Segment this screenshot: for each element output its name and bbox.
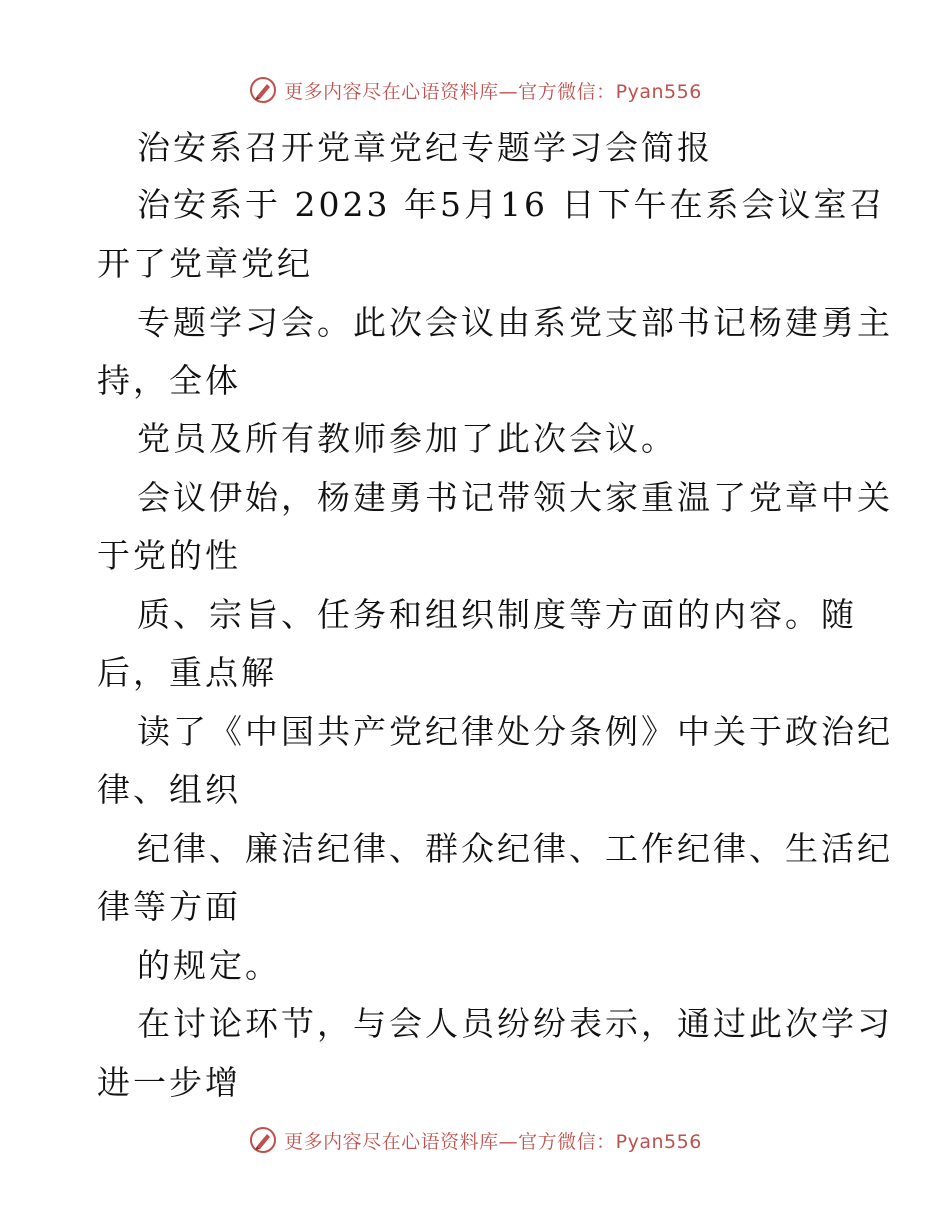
paragraph-line: 会议伊始，杨建勇书记带领大家重温了党章中关 [137, 478, 893, 517]
pen-logo-icon [248, 1125, 278, 1155]
paragraph-line: 后，重点解 [97, 653, 277, 692]
paragraph-line: 开了党章党纪 [97, 244, 313, 283]
paragraph-line: 进一步增 [97, 1063, 241, 1102]
paragraph-line: 治安系于 2023 年5月16 日下午在系会议室召 [137, 185, 886, 224]
footer-watermark [0, 1120, 950, 1160]
pen-logo-icon [248, 75, 278, 105]
paragraph-line: 律、组织 [97, 770, 241, 809]
header-watermark [0, 70, 950, 110]
paragraph-line: 纪律、廉洁纪律、群众纪律、工作纪律、生活纪 [137, 829, 893, 868]
document-title: 治安系召开党章党纪专题学习会简报 [137, 128, 713, 167]
paragraph-line: 党员及所有教师参加了此次会议。 [137, 419, 677, 458]
paragraph-line: 质、宗旨、任务和组织制度等方面的内容。随 [137, 595, 857, 634]
paragraph-line: 于党的性 [97, 536, 241, 575]
watermark-text: 更多内容尽在心语资料库—官方微信：Pyan556 [284, 1130, 702, 1153]
paragraph-line: 在讨论环节，与会人员纷纷表示，通过此次学习 [137, 1004, 893, 1043]
paragraph-line: 律等方面 [97, 887, 241, 926]
paragraph-line: 的规定。 [137, 946, 281, 985]
paragraph-line: 读了《中国共产党纪律处分条例》中关于政治纪 [137, 712, 893, 751]
paragraph-line: 专题学习会。此次会议由系党支部书记杨建勇主 [137, 303, 893, 342]
paragraph-line: 持，全体 [97, 361, 241, 400]
watermark-text: 更多内容尽在心语资料库—官方微信：Pyan556 [284, 80, 702, 103]
